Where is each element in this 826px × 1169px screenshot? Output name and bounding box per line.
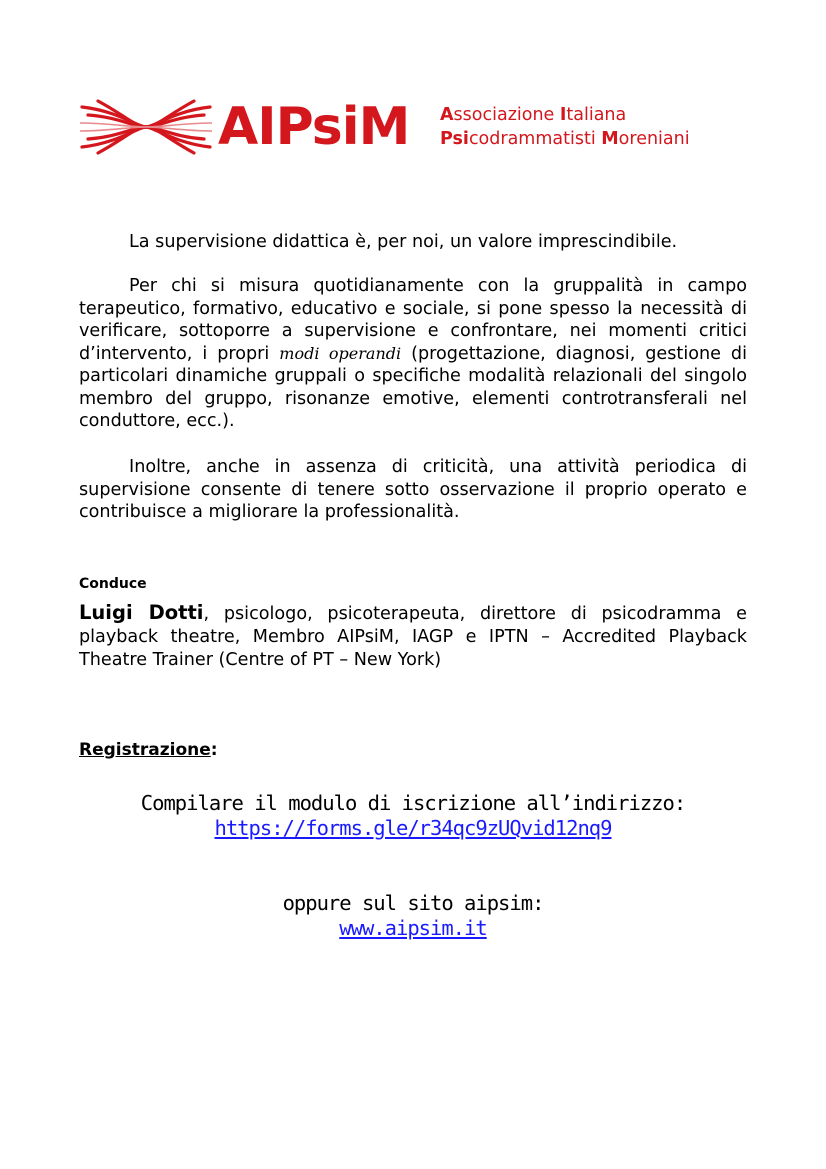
tagline-line-1: Associazione Italiana: [440, 105, 627, 125]
benefit-paragraph: Inoltre, anche in assenza di criticità, una attività periodica di supervisione consente di tenere sotto osservazione il proprio operato e contribuisce a migliorare la professionalità.: [79, 457, 747, 522]
conduce-heading: Conduce: [79, 576, 147, 592]
site-instruction: oppure sul sito aipsim:: [282, 891, 544, 915]
purpose-paragraph: Per chi si misura quotidianamente con la gruppalità in campo terapeutico, formativo, educativo e sociale, si pone spesso la necessità di verificare, sottoporre a supervisione e confrontare, nei momenti critici d’intervento, i propri modi operandi (progettazione, diagnosi, gestione di particolari dinamiche gruppali o specifiche modalità relazionali del singolo membro del gruppo, risonanze emotive, elementi controtransferali nel conduttore, ecc.).: [79, 276, 747, 431]
form-instruction: Compilare il modulo di iscrizione all’indirizzo:: [140, 791, 686, 815]
tagline-line-2: Psicodrammatisti Moreniani: [440, 129, 690, 149]
google-form-link[interactable]: https://forms.gle/r34qc9zUQvid12nq9: [214, 816, 612, 840]
intro-paragraph: La supervisione didattica è, per noi, un valore imprescindibile.: [129, 232, 678, 252]
site-registration-block: [0, 891, 826, 941]
psychodrama-arcs-logo-icon: [78, 97, 214, 157]
organization-tagline: [440, 103, 690, 151]
header-logo: [78, 97, 758, 159]
leader-description: Luigi Dotti, psicologo, psicoterapeuta, direttore di psicodramma e playback theatre, Membro AIPsiM, IAGP e IPTN – Accredited Playback Theatre Trainer (Centre of PT – New York): [79, 601, 747, 670]
modi-operandi-italic: modi operandi: [279, 343, 402, 363]
logo-wordmark: AIPsiM: [218, 97, 410, 157]
aipsim-site-link[interactable]: www.aipsim.it: [339, 916, 487, 940]
registration-heading: Registrazione:: [79, 740, 218, 760]
leader-name: Luigi Dotti: [79, 601, 204, 624]
form-registration-block: [0, 791, 826, 841]
